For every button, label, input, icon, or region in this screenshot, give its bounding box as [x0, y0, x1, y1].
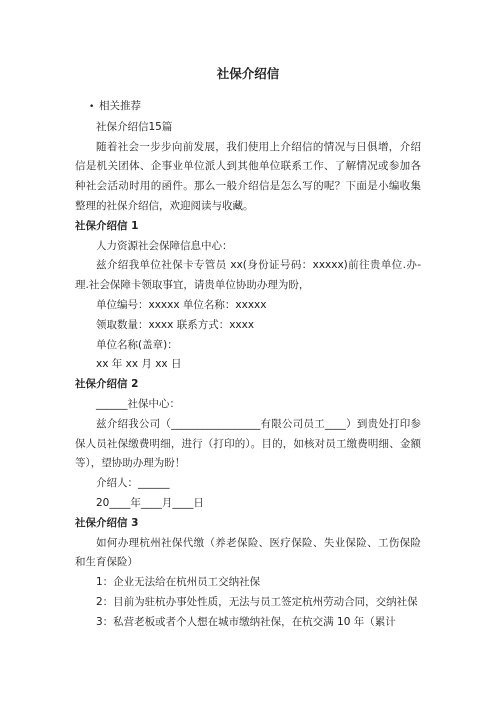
- s3-line: 1：企业无法给在杭州员工交纳社保: [96, 576, 261, 589]
- section-2-heading: 社保介绍信 2: [75, 378, 139, 391]
- section-3-heading: 社保介绍信 3: [75, 516, 139, 529]
- related-link[interactable]: • 相关推荐: [75, 97, 421, 118]
- s3-line: 3：私营老板或者个人想在城市缴纳社保，在杭交满 10 年（累计: [96, 615, 396, 628]
- s1-paragraph: 兹介绍我单位社保卡专管员 xx(身份证号码：xxxxx)前往贵单位.办-理.社会保障卡领取事宜，请贵单位协助办理为盼，: [75, 259, 421, 292]
- s2-line: 20____年____月____日: [96, 496, 204, 509]
- document-subtitle: 社保介绍信15篇: [96, 120, 173, 133]
- s3-paragraph: 2：目前为驻杭办事处性质，无法与员工签定杭州劳动合同，交纳社保: [96, 595, 418, 608]
- s1-line: 领取数量：xxxx 联系方式：xxxx: [96, 318, 255, 331]
- s2-paragraph: 兹介绍我公司（_________________有限公司员工____）到贵处打印参保人员社保缴费明细，进行（打印的）。目的，如核对员工缴费明细、金额等），望协助办理为盼！: [75, 417, 421, 470]
- section-1-heading: 社保介绍信 1: [75, 219, 139, 232]
- s2-line: 介绍人：______: [96, 477, 170, 490]
- document-title: 社保介绍信: [216, 66, 280, 81]
- s1-line: 单位名称(盖章)：: [96, 338, 178, 351]
- s3-paragraph: 如何办理杭州社保代缴（养老保险、医疗保险、失业保险、工伤保险和生育保险）: [75, 536, 421, 569]
- s1-line: 单位编号：xxxxx 单位名称：xxxxx: [96, 298, 267, 311]
- s2-line: ______社保中心：: [96, 397, 180, 410]
- intro-paragraph: 随着社会一步步向前发展，我们使用上介绍信的情况与日俱增，介绍信是机关团体、企事业单位派人到其他单位联系工作、了解情况或参加各种社会活动时用的函件。那么一般介绍信是怎么写的呢？下面是小编收集整理的社保介绍信，欢迎阅读与收藏。: [75, 140, 421, 212]
- s1-line: 人力资源社会保障信息中心：: [96, 239, 233, 252]
- s1-line: xx 年 xx 月 xx 日: [96, 358, 182, 371]
